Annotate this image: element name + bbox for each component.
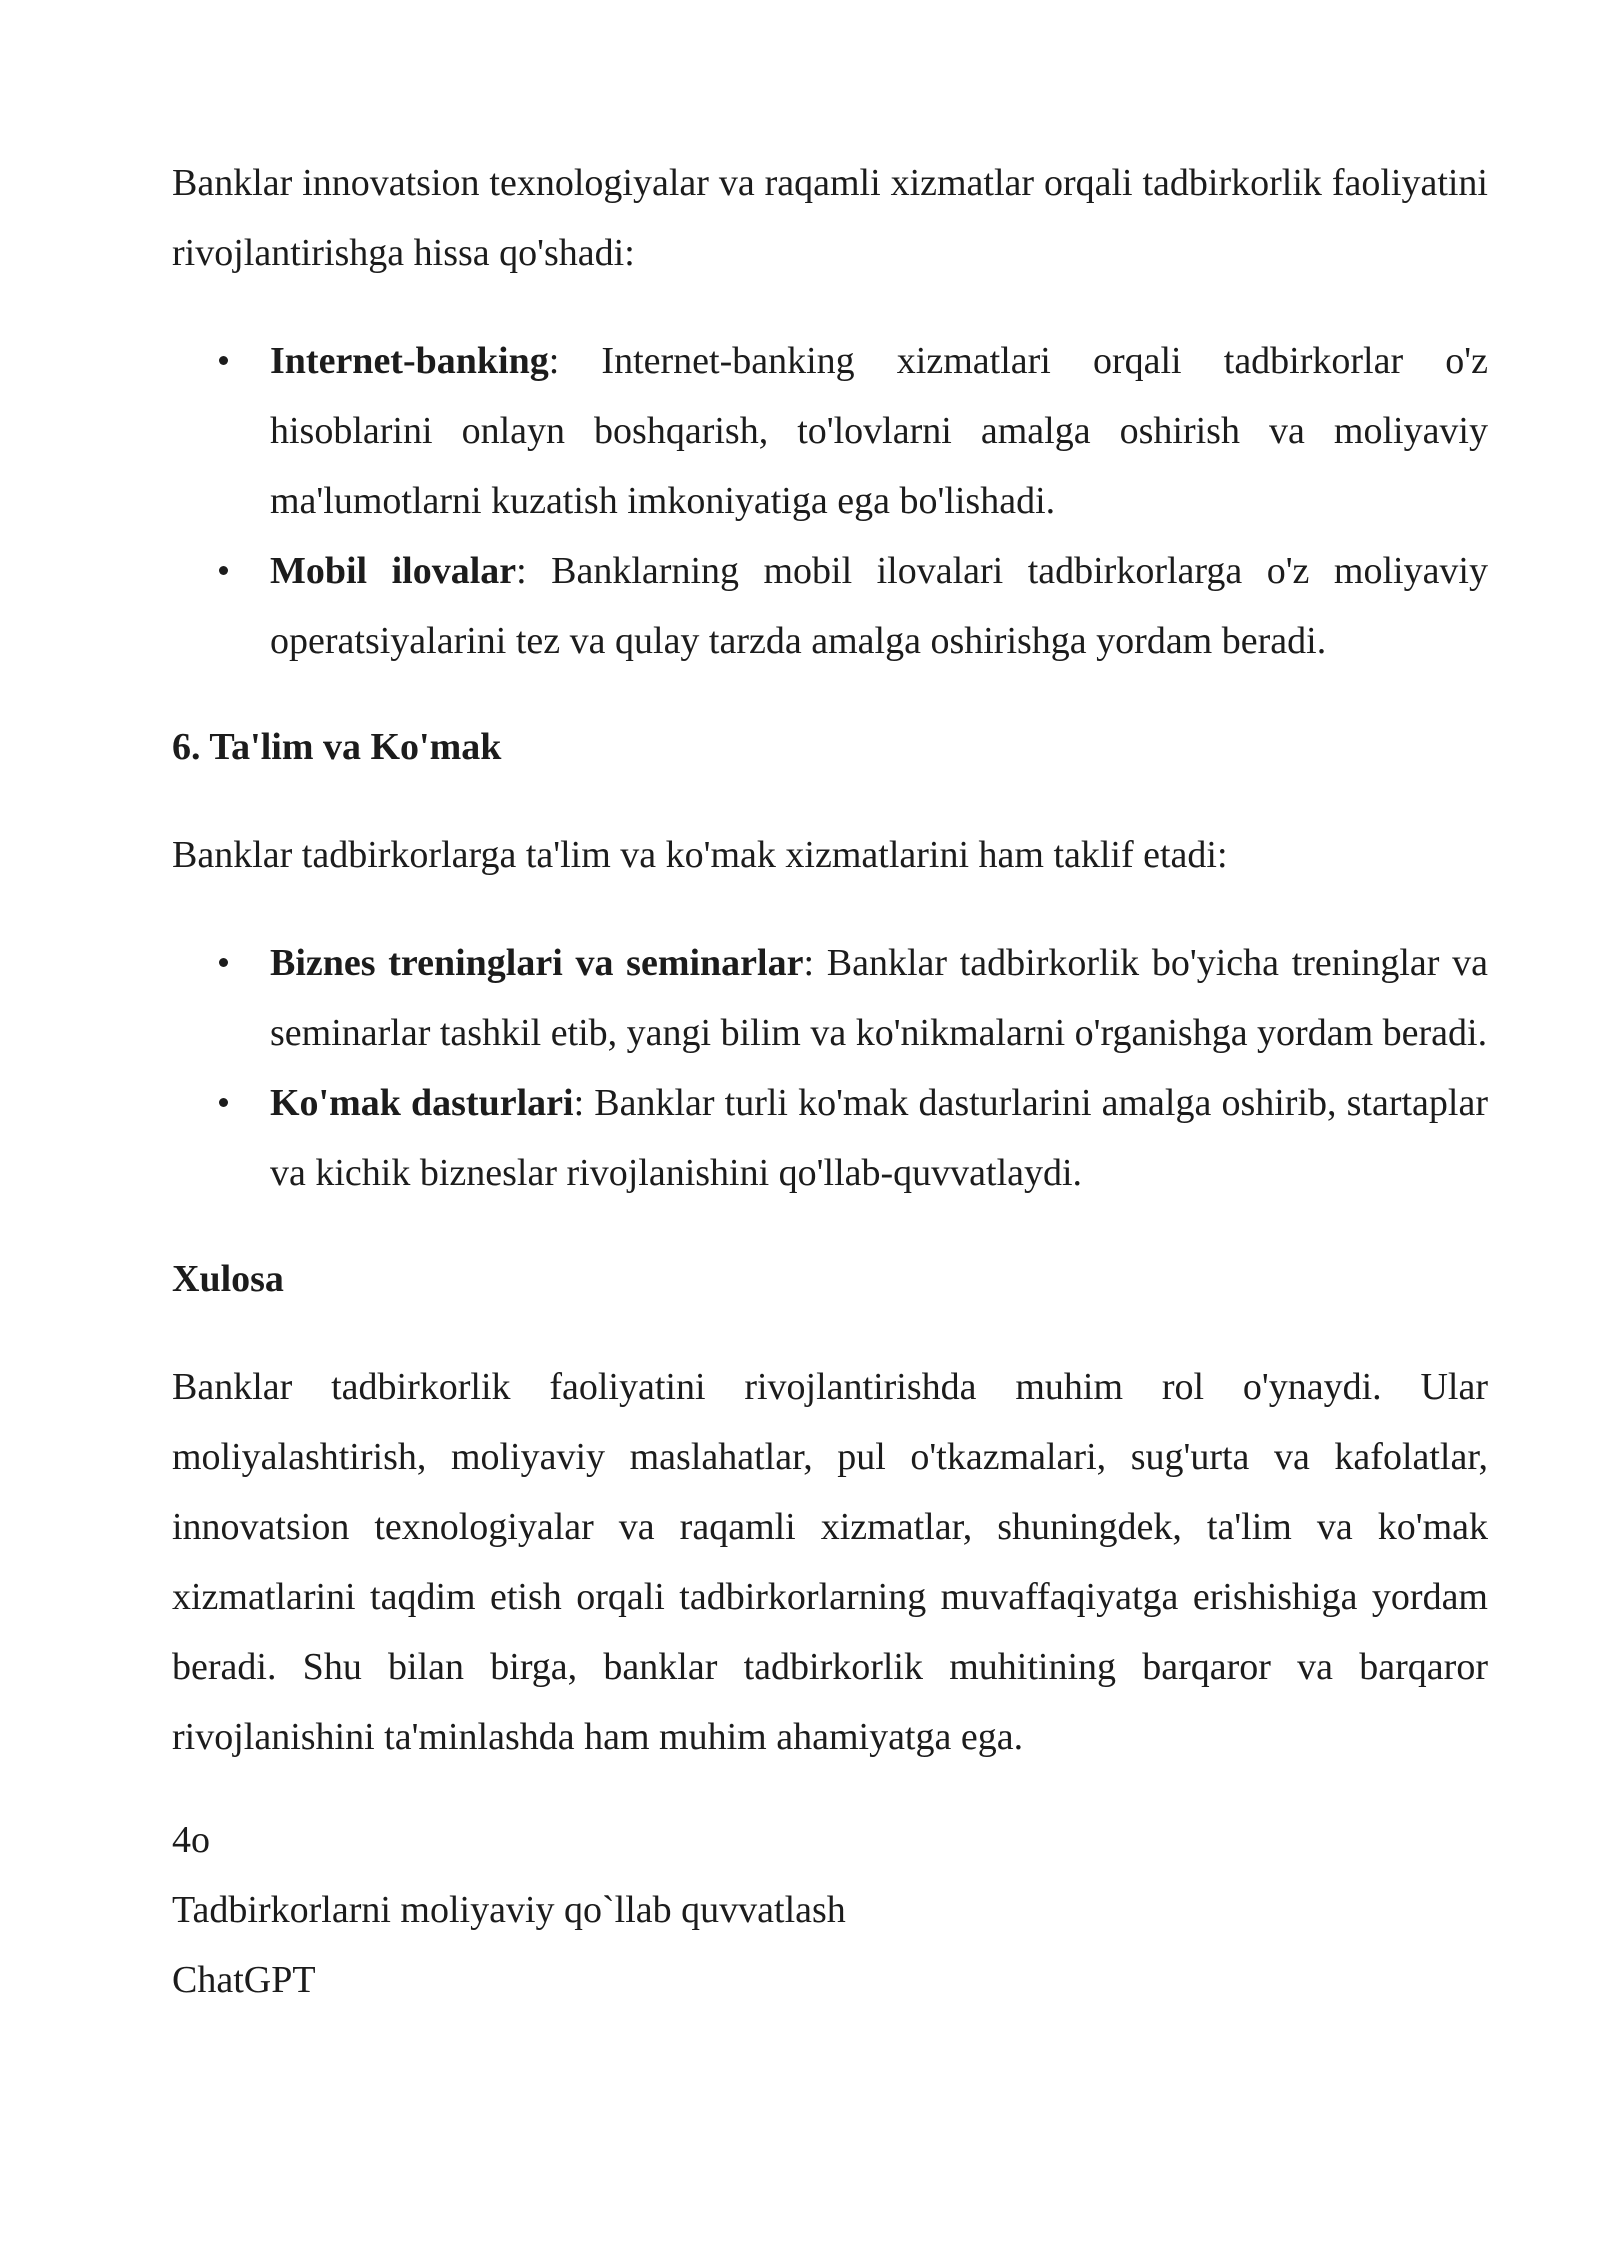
list-item [172,536,1488,676]
list-item-description: : Banklarning mobil ilovalari tadbirkorlarga o'z moliyaviy operatsiyalarini tez va qulay tarzda amalga oshirishga yordam beradi. [270,550,1488,662]
digital-services-intro: Banklar innovatsion texnologiyalar va raqamli xizmatlar orqali tadbirkorlik faoliyatini rivojlantirishga hissa qo'shadi: [172,162,1488,274]
source-label: ChatGPT [172,1959,316,2001]
list-item-description: : Banklar turli ko'mak dasturlarini amalga oshirib, startaplar va kichik bizneslar rivojlanishini qo'llab-quvvatlaydi. [270,1082,1488,1194]
conclusion-heading: Xulosa [172,1258,284,1300]
bullet-icon [219,566,228,575]
bullet-icon [219,1098,228,1107]
digital-services-list [172,326,1488,676]
list-item [172,1068,1488,1208]
list-item-description: : Banklar tadbirkorlik bo'yicha treninglar va seminarlar tashkil etib, yangi bilim va ko'nikmalarni o'rganishga yordam beradi. [270,942,1488,1054]
list-item-term: Biznes treninglari va seminarlar [270,942,804,984]
list-item-term: Ko'mak dasturlari [270,1082,574,1124]
model-label: 4o [172,1819,210,1861]
section-6-intro: Banklar tadbirkorlarga ta'lim va ko'mak xizmatlarini ham taklif etadi: [172,834,1228,876]
topic-title: Tadbirkorlarni moliyaviy qo`llab quvvatlash [172,1889,846,1931]
section-6-heading: 6. Ta'lim va Ko'mak [172,726,502,768]
list-item-description: : Internet-banking xizmatlari orqali tadbirkorlar o'z hisoblarini onlayn boshqarish, to'lovlarni amalga oshirish va moliyaviy ma'lumotlarni kuzatish imkoniyatiga ega bo'lishadi. [270,340,1488,522]
list-item-term: Internet-banking [270,340,549,382]
list-item-term: Mobil ilovalar [270,550,517,592]
support-services-list [172,928,1488,1208]
list-item [172,928,1488,1068]
list-item [172,326,1488,536]
bullet-icon [219,958,228,967]
bullet-icon [219,356,228,365]
document-page [172,148,1488,2015]
conclusion-paragraph: Banklar tadbirkorlik faoliyatini rivojlantirishda muhim rol o'ynaydi. Ular moliyalashtirish, moliyaviy maslahatlar, pul o'tkazmalari, sug'urta va kafolatlar, innovatsion texnologiyalar va raqamli xizmatlar, shuningdek, ta'lim va ko'mak xizmatlarini taqdim etish orqali tadbirkorlarning muvaffaqiyatga erishishiga yordam beradi. Shu bilan birga, banklar tadbirkorlik muhitining barqaror va barqaror rivojlanishini ta'minlashda ham muhim ahamiyatga ega. [172,1366,1488,1758]
